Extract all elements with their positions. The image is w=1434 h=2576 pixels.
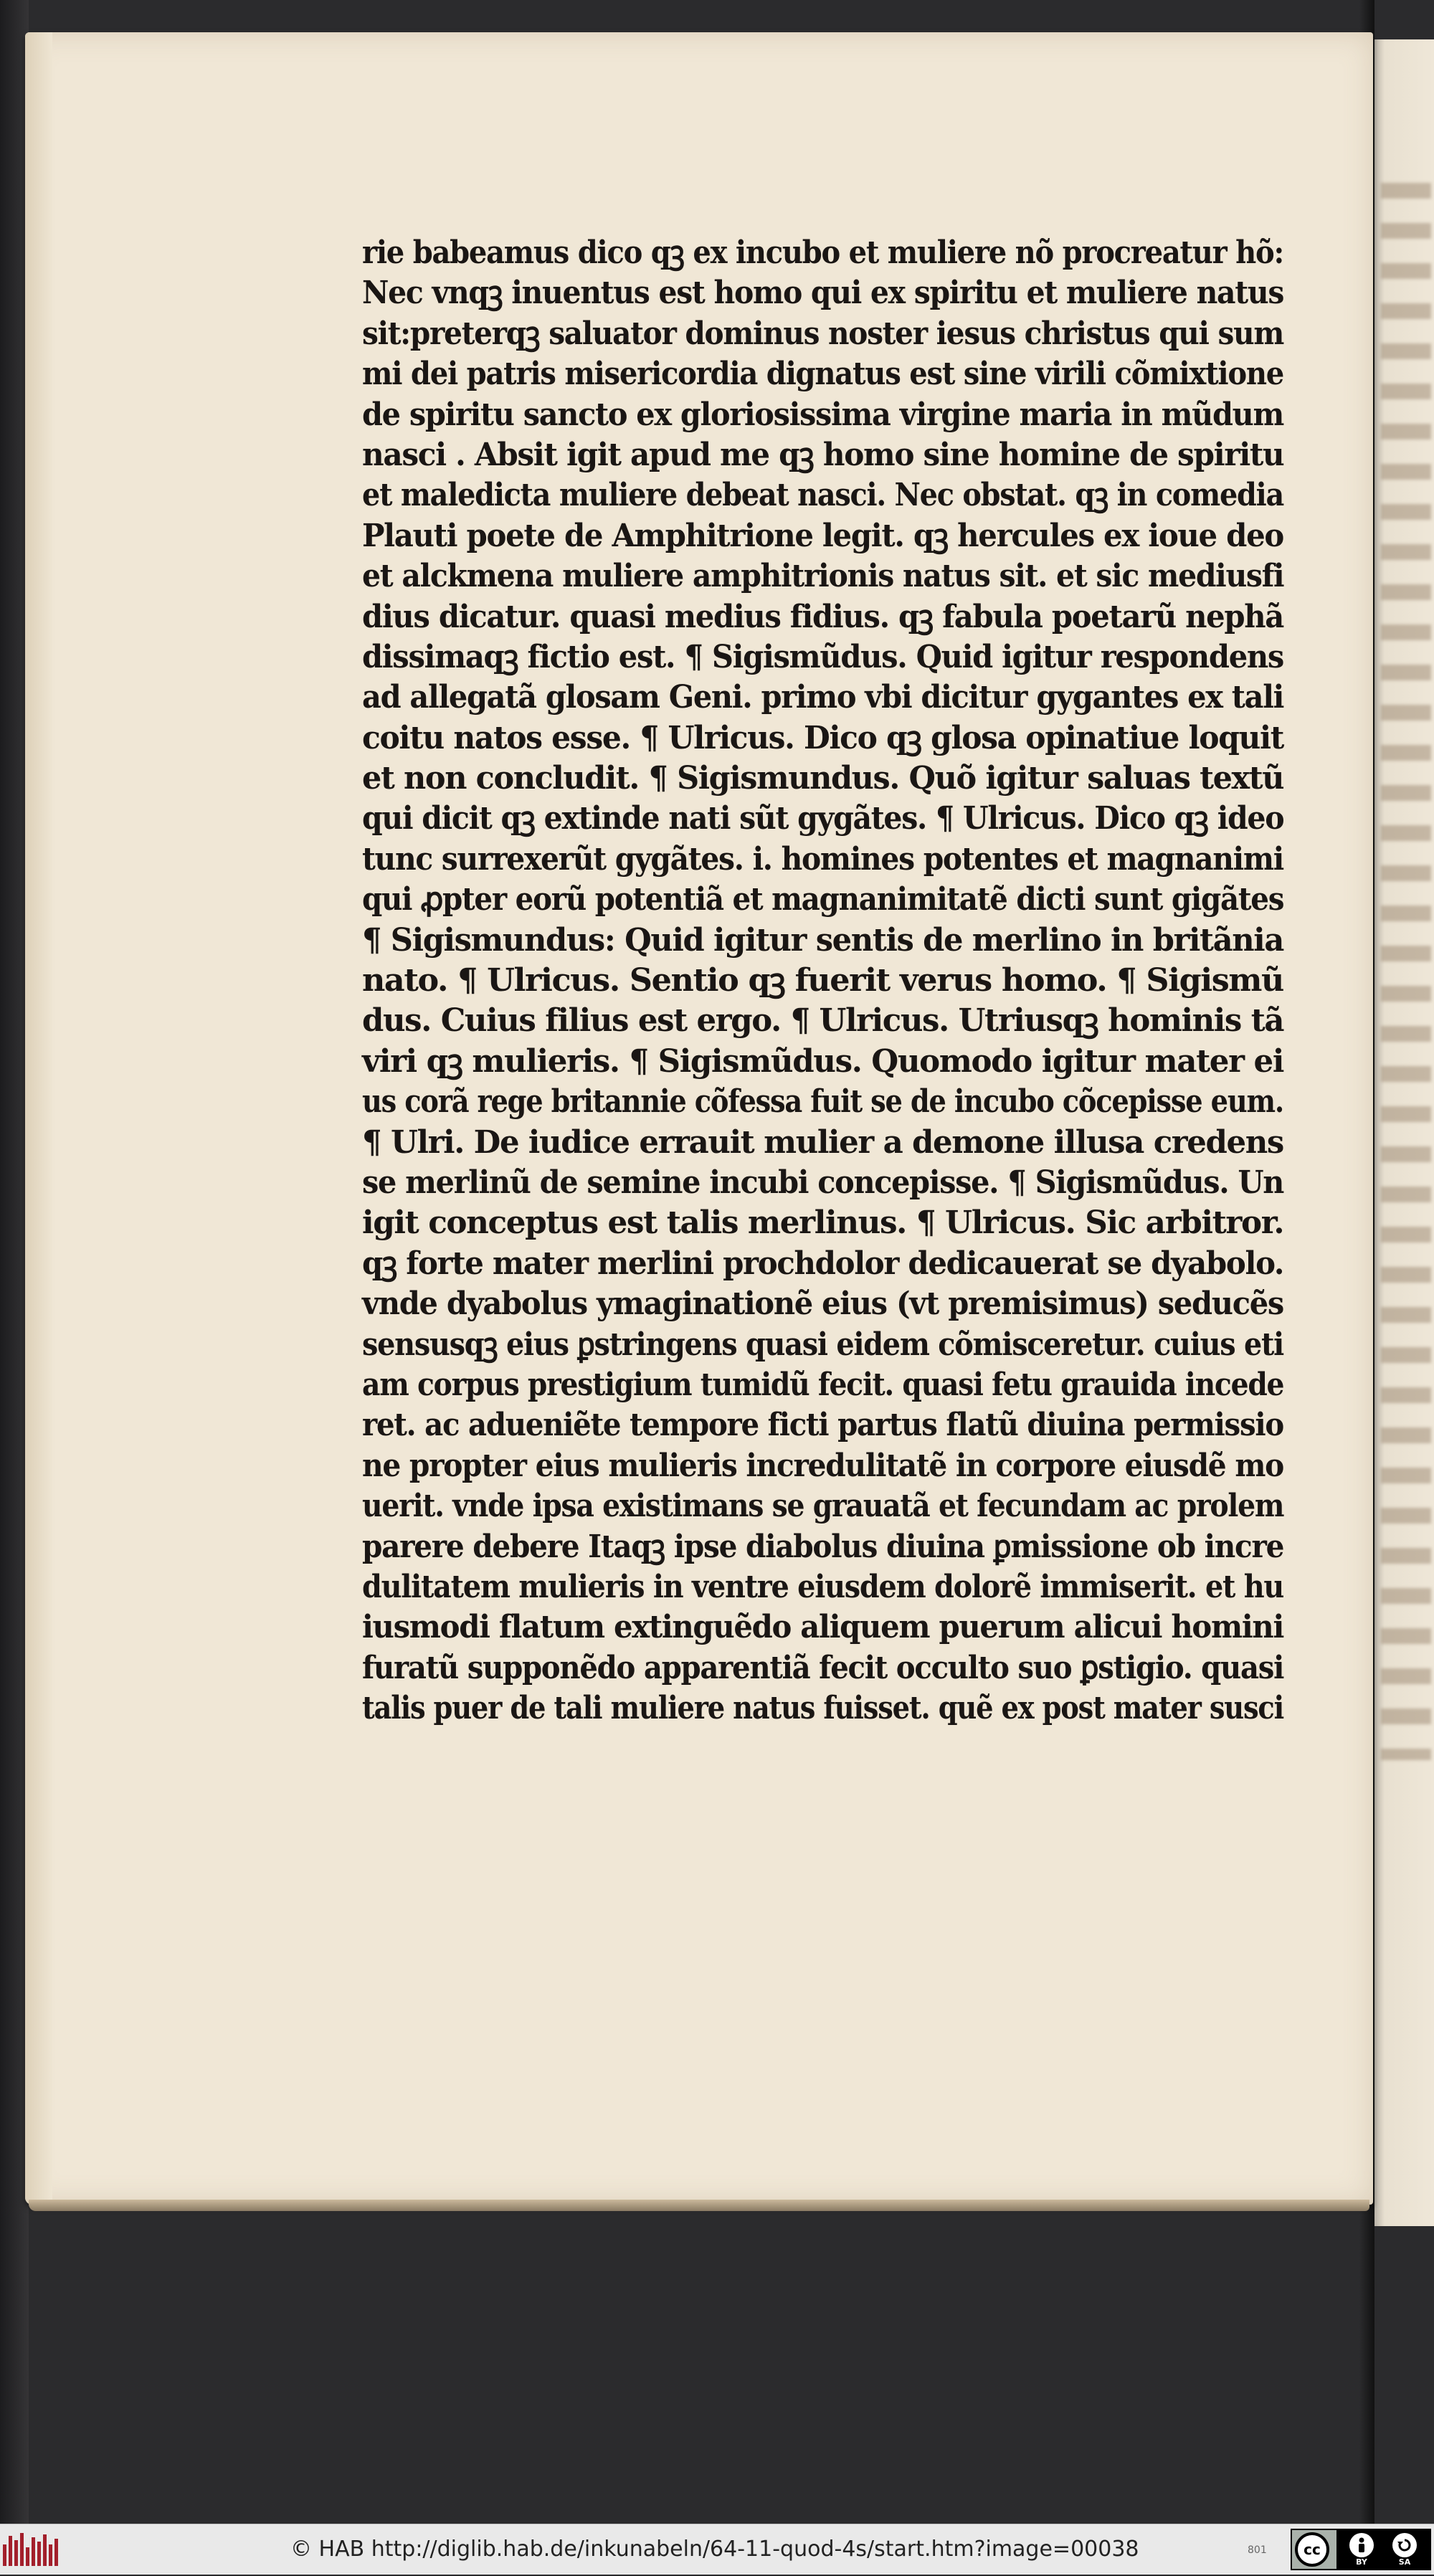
text-line: se merlinũ de semine incubi concepisse. ¶ Sigismũdus. Un (362, 1164, 1283, 1201)
cc-sa-label: SA (1398, 2557, 1411, 2567)
text-line: rie babeamus dico qꝫ ex incubo et muliere nõ procreatur hõ: (362, 234, 1283, 271)
cc-icon: cc (1295, 2532, 1329, 2567)
text-line: sensusqꝫ eius ꝑstringens quasi eidem cõmisceretur. cuius eti (362, 1326, 1283, 1363)
text-line: am corpus prestigium tumidũ fecit. quasi fetu grauida incede (362, 1366, 1284, 1403)
text-line: tunc surrexerũt gygãtes. i. homines potentes et magnanimi (362, 840, 1283, 878)
text-line: ¶ Ulri. De iudice errauit mulier a demone illusa credens (362, 1123, 1283, 1161)
text-line: mi dei patris misericordia dignatus est sine virili cõmixtione (362, 356, 1284, 393)
text-line: ne propter eius mulieris incredulitatẽ in corpore eiusdẽ mo (362, 1447, 1284, 1484)
footer-small-number: 801 (1248, 2544, 1267, 2556)
text-line: nato. ¶ Ulricus. Sentio qꝫ fuerit verus homo. ¶ Sigismũ (362, 962, 1283, 999)
text-line: furatũ supponẽdo apparentiã fecit occulto suo ꝑstigio. quasi (362, 1649, 1284, 1686)
page-text-block (362, 233, 1283, 1729)
text-line: dulitatem mulieris in ventre eiusdem dolorẽ immiserit. et hu (362, 1568, 1284, 1605)
text-line: ¶ Sigismundus: Quid igitur sentis de merlino in britãnia (362, 921, 1283, 959)
text-line: dus. Cuius filius est ergo. ¶ Ulricus. Utriusqꝫ hominis tã (362, 1002, 1284, 1040)
text-line: parere debere Itaqꝫ ipse diabolus diuina ꝑmissione ob incre (362, 1528, 1284, 1565)
text-line: nasci . Absit igit apud me qꝫ homo sine homine de spiritu (362, 436, 1284, 473)
facing-page-edge (1368, 39, 1434, 2226)
text-line: de spiritu sancto ex gloriosissima virgine maria in mũdum (362, 396, 1283, 433)
share-alike-icon (1392, 2533, 1417, 2557)
text-line: coitu natos esse. ¶ Ulricus. Dico qꝫ glosa opinatiue loquit (362, 719, 1283, 756)
text-line: qꝫ forte mater merlini prochdolor dedicauerat se dyabolo. (362, 1245, 1284, 1282)
text-line: ret. ac adueniẽte tempore ficti partus flatũ diuina permissio (362, 1407, 1283, 1444)
cc-license-black-panel (1336, 2530, 1430, 2569)
text-line: qui dicit qꝫ extinde nati sũt gygãtes. ¶ Ulricus. Dico qꝫ ideo (362, 800, 1284, 837)
text-line: et non concludit. ¶ Sigismundus. Quõ igitur saluas textũ (362, 760, 1284, 797)
text-line: igit conceptus est talis merlinus. ¶ Ulricus. Sic arbitror. (362, 1204, 1284, 1242)
text-line: iusmodi flatum extinguẽdo aliquem puerum alicui homini (362, 1609, 1283, 1646)
text-line: talis puer de tali muliere natus fuisset. quẽ ex post mater susci (362, 1690, 1283, 1727)
text-line: et alckmena muliere amphitrionis natus sit. et sic mediusfi (362, 558, 1284, 595)
text-line: vnde dyabolus ymaginationẽ eius (vt premisimus) seducẽs (362, 1285, 1283, 1323)
text-line: uerit. vnde ipsa existimans se grauatã et fecundam ac prolem (362, 1488, 1284, 1525)
book-edge-left (0, 0, 29, 2524)
text-line: sit:preterqꝫ saluator dominus noster iesus christus qui sum (362, 315, 1284, 352)
text-line: qui ꝓpter eorũ potentiã et magnanimitatẽ dicti sunt gigãtes (362, 881, 1284, 918)
text-line: Plauti poete de Amphitrione legit. qꝫ hercules ex ioue deo (362, 517, 1283, 554)
text-line: dius dicatur. quasi medius fidius. qꝫ fabula poetarũ nephã (362, 598, 1283, 635)
text-line: dissimaqꝫ fictio est. ¶ Sigismũdus. Quid igitur respondens (362, 638, 1283, 675)
text-line: us corã rege britannie cõfessa fuit se de incubo cõcepisse eum. (362, 1083, 1283, 1121)
text-line: Nec vnqꝫ inuentus est homo qui ex spiritu et muliere natus (362, 275, 1284, 312)
footer-citation-link[interactable]: © HAB http://diglib.hab.de/inkunabeln/64-11-quod-4s/start.htm?image=00038 (290, 2537, 1139, 2562)
text-line: ad allegatã glosam Geni. primo vbi dicitur gygantes ex tali (362, 679, 1284, 716)
footer-bar (0, 2524, 1434, 2575)
text-line: viri qꝫ mulieris. ¶ Sigismũdus. Quomodo igitur mater ei (362, 1042, 1283, 1080)
text-line: et maledicta muliere debeat nasci. Nec obstat. qꝫ in comedia (362, 477, 1283, 514)
cc-by-label: BY (1356, 2557, 1367, 2567)
person-icon (1349, 2533, 1374, 2557)
page-bottom-edge (29, 2200, 1369, 2211)
hab-logo-icon[interactable] (3, 2533, 63, 2566)
cc-license-badge[interactable] (1291, 2529, 1431, 2570)
facing-page-bleed-through (1381, 183, 1431, 1760)
